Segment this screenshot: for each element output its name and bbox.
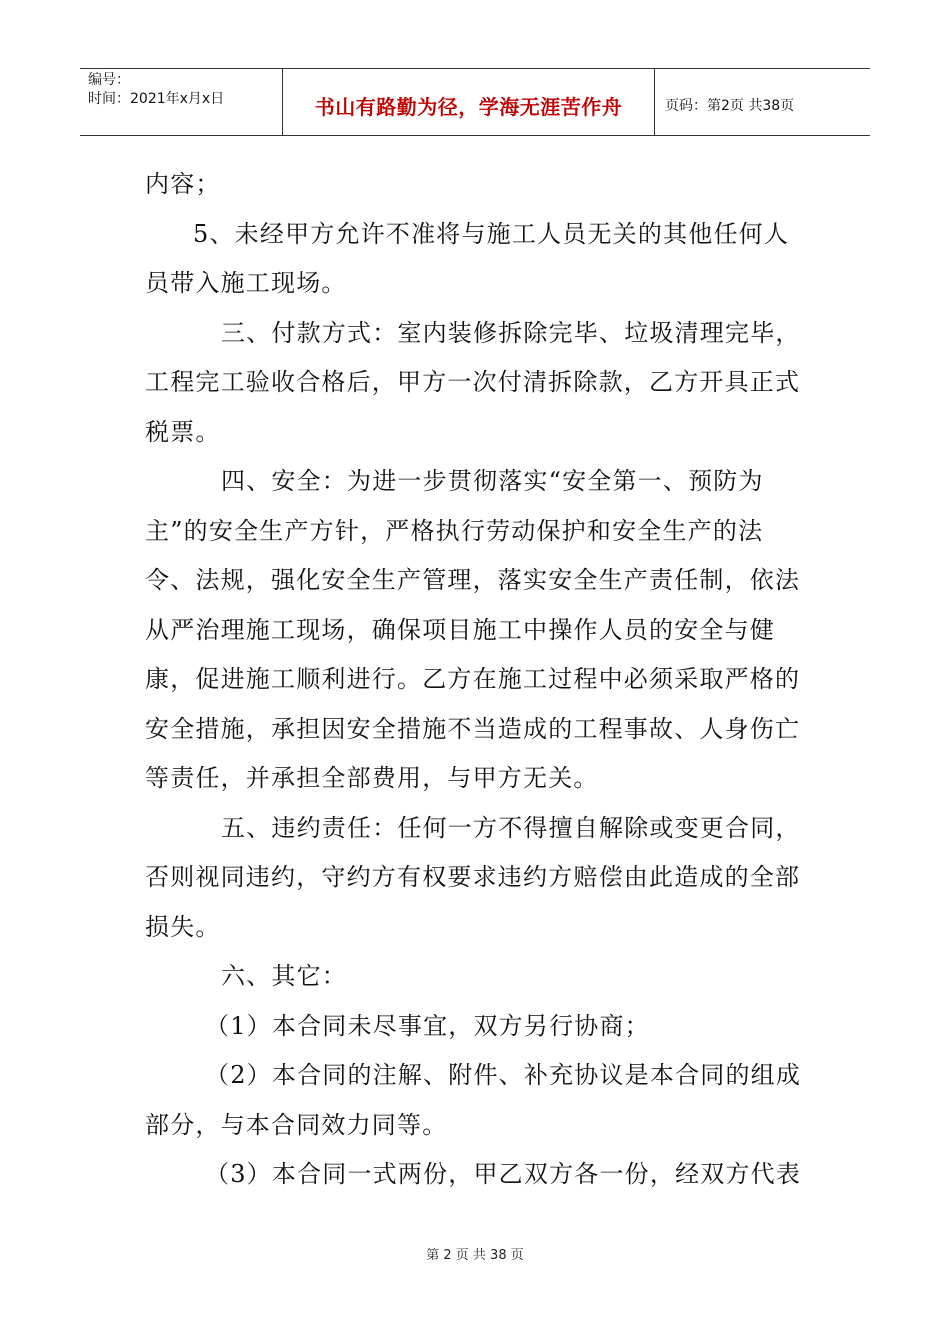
paragraph: （1）本合同未尽事宜，双方另行协商； xyxy=(205,1011,650,1040)
paragraph: 5、未经甲方允许不准将与施工人员无关的其他任何人员带入施工现场。 xyxy=(145,219,790,297)
paragraph: 六、其它： xyxy=(221,962,347,990)
paragraph: 内容； xyxy=(145,170,221,198)
paragraph: （3）本合同一式两份，甲乙双方各一份，经双方代表 xyxy=(205,1160,802,1188)
document-body xyxy=(145,160,813,1200)
paragraph: 五、违约责任：任何一方不得擅自解除或变更合同，否则视同违约，守约方有权要求违约方赔偿由此造成的全部损失。 xyxy=(145,813,801,941)
paragraph: 四、安全：为进一步贯彻落实“安全第一、预防为主”的安全生产方针，严格执行劳动保护和安全生产的法令、法规，强化安全生产管理，落实安全生产责任制，依法从严治理施工现场，确保项目施工中操作人员的安全与健康，促进施工顺利进行。乙方在施工过程中必须采取严格的安全措施，承担因安全措施不当造成的工程事故、人身伤亡等责任，并承担全部费用，与甲方无关。 xyxy=(145,467,801,792)
date-label: 时间：2021年x月x日 xyxy=(88,91,225,107)
header-page-info: 页码：第2页 共38页 xyxy=(665,98,795,114)
paragraph: 三、付款方式：室内装修拆除完毕、垃圾清理完毕，工程完工验收合格后，甲方一次付清拆除款，乙方开具正式税票。 xyxy=(145,318,801,446)
page-footer: 第 2 页 共 38 页 xyxy=(426,1248,524,1263)
paragraph: （2）本合同的注解、附件、补充协议是本合同的组成部分，与本合同效力同等。 xyxy=(145,1061,802,1139)
header-meta xyxy=(80,69,283,135)
document-header xyxy=(80,68,870,136)
number-label: 编号： xyxy=(88,72,130,88)
header-motto: 书山有路勤为径，学海无涯苦作舟 xyxy=(283,69,655,135)
